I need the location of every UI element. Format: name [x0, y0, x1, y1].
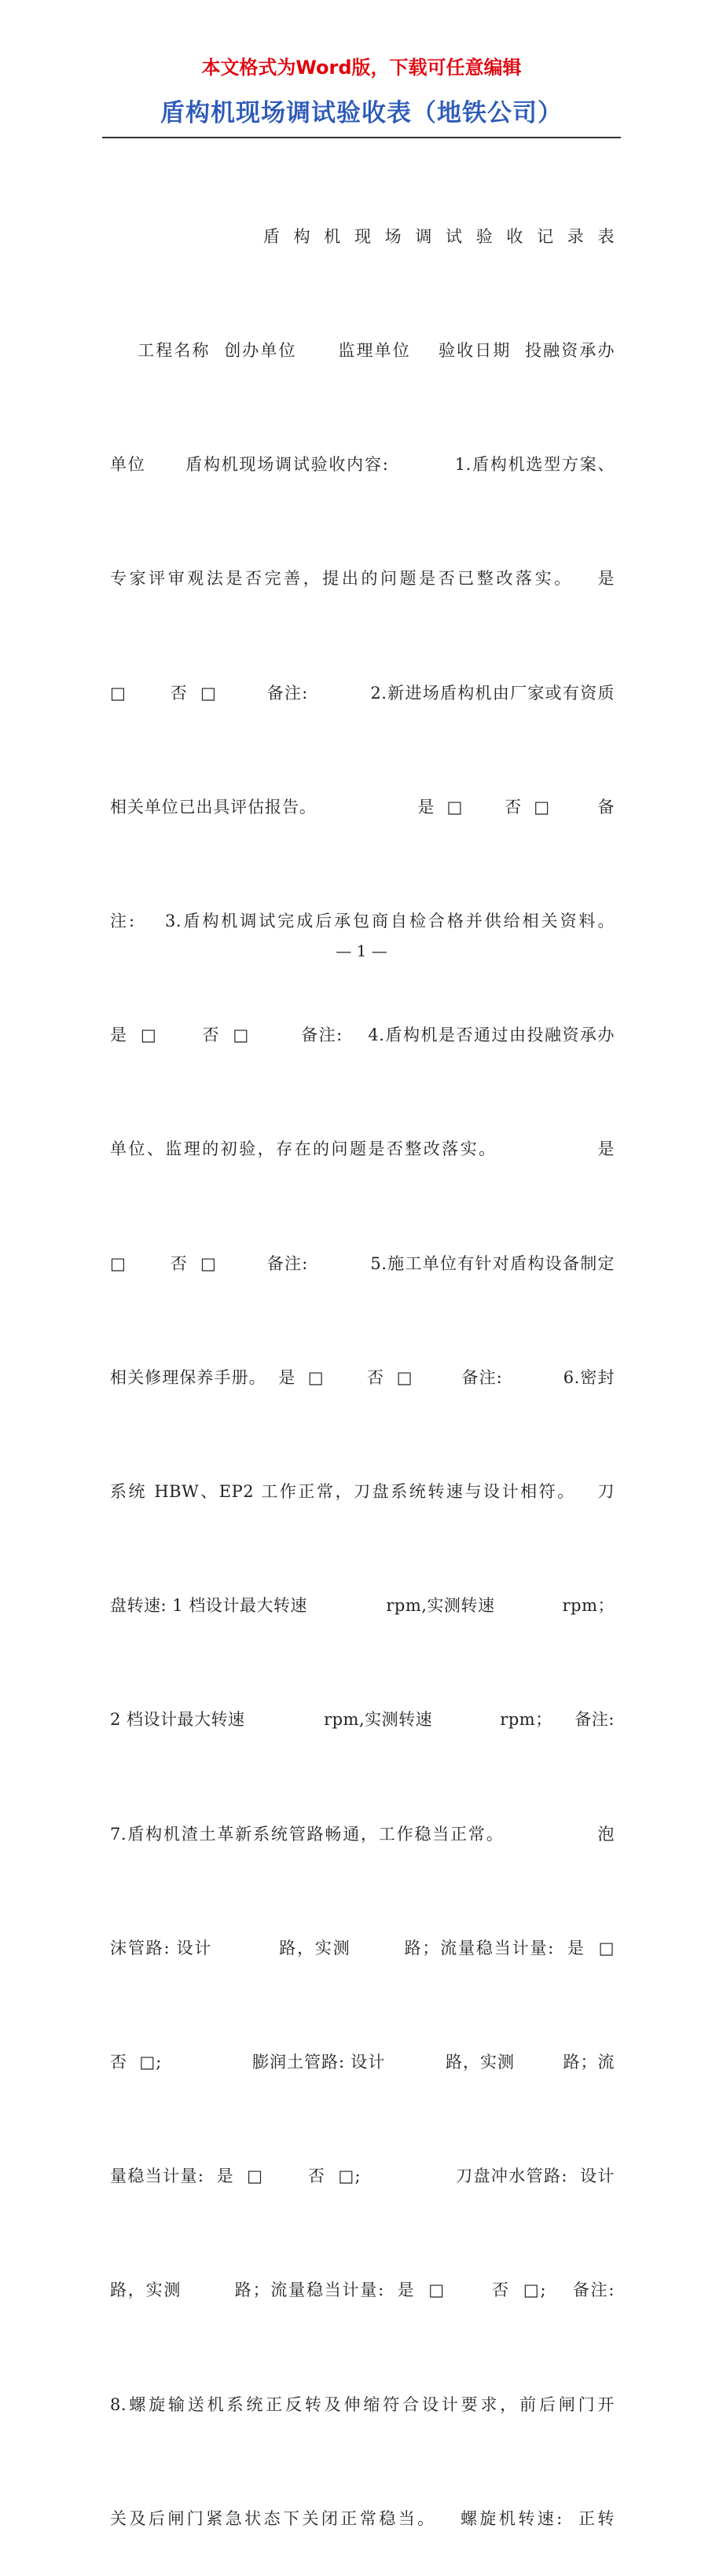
body-line: 盘转速: 1 档设计最大转速 rpm,实测转速 rpm； [110, 1596, 615, 1616]
body-line: 单位 盾构机现场调试验收内容: 1.盾构机选型方案、 [110, 455, 615, 475]
page-number: — 1 — [336, 941, 387, 960]
title-divider [102, 137, 621, 138]
body-line: 关及后闸门紧急状态下关闭正常稳当。 螺旋机转速: 正转 [110, 2508, 615, 2528]
document-body [110, 141, 615, 2576]
body-line: 路，实测 路；流量稳当计量: 是 □ 否 □; 备注: [110, 2281, 615, 2300]
body-line: 8.螺旋输送机系统正反转及伸缩符合设计要求，前后闸门开 [110, 2394, 615, 2414]
body-line: 量稳当计量: 是 □ 否 □; 刀盘冲水管路: 设计 [110, 2167, 615, 2186]
body-line: 相关单位已出具评估报告。 是 □ 否 □ 备 [110, 797, 615, 816]
body-line: 单位、监理的初验，存在的问题是否整改落实。 是 [110, 1139, 615, 1159]
body-line: 工程名称 创办单位 监理单位 验收日期 投融资承办 [110, 341, 615, 361]
format-notice-banner: 本文格式为Word版，下载可任意编辑 [201, 57, 522, 79]
body-line: 专家评审观法是否完善，提出的问题是否已整改落实。 是 [110, 569, 615, 589]
body-line: 相关修理保养手册。 是 □ 否 □ 备注: 6.密封 [110, 1367, 615, 1387]
body-line-record-title: 盾构机现场调试验收记录表 [110, 226, 615, 246]
body-line: □ 否 □ 备注: 2.新进场盾构机由厂家或有资质 [110, 683, 615, 703]
body-line: □ 否 □ 备注: 5.施工单位有针对盾构设备制定 [110, 1253, 615, 1273]
body-line: 否 □; 膨润土管路: 设计 路，实测 路；流 [110, 2053, 615, 2072]
body-line: 2 档设计最大转速 rpm,实测转速 rpm； 备注: [110, 1710, 615, 1730]
body-line: 7.盾构机渣土革新系统管路畅通，工作稳当正常。 泡 [110, 1824, 615, 1844]
document-title: 盾构机现场调试验收表（地铁公司） [160, 99, 563, 127]
body-line: 沫管路: 设计 路，实测 路；流量稳当计量: 是 □ [110, 1938, 615, 1958]
body-line: 系统 HBW、EP2 工作正常，刀盘系统转速与设计相符。 刀 [110, 1482, 615, 1502]
body-line: 注: 3.盾构机调试完成后承包商自检合格并供给相关资料。 [110, 912, 615, 931]
body-line: 是 □ 否 □ 备注: 4.盾构机是否通过由投融资承办 [110, 1026, 615, 1045]
